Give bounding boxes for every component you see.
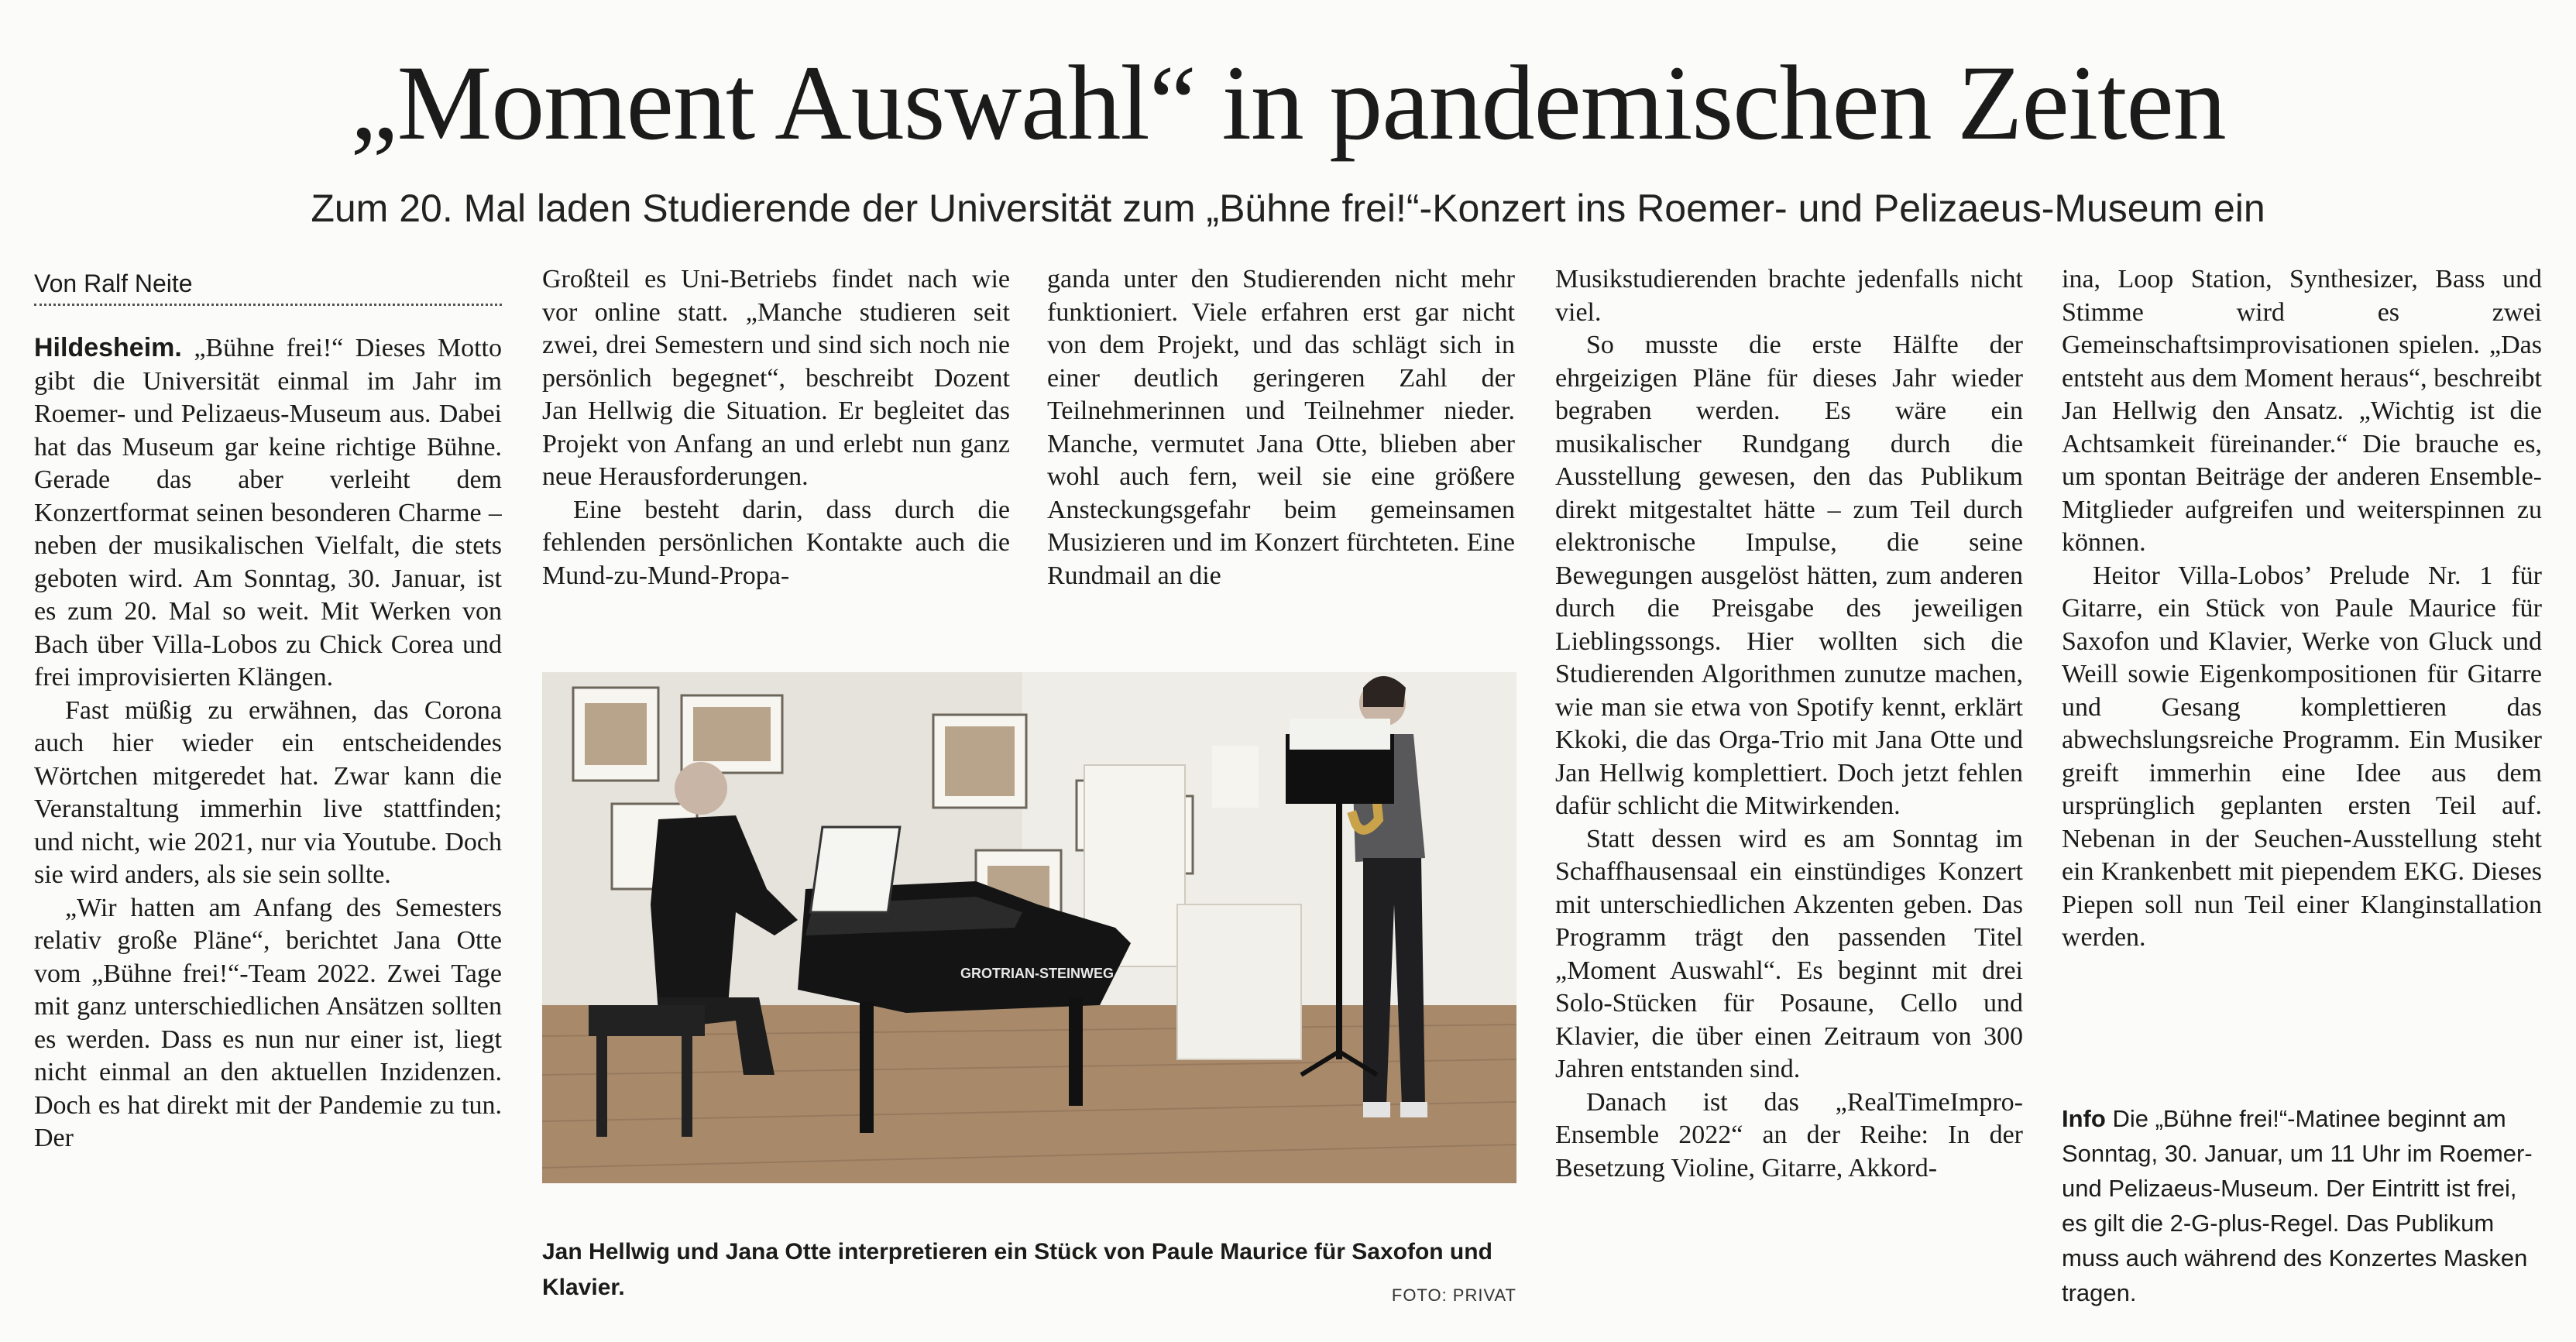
info-label: Info xyxy=(2062,1105,2106,1132)
photo-caption: Jan Hellwig und Jana Otte interpretieren ein Stück von Paule Maurice für Saxofon und Klavier. xyxy=(542,1239,1492,1300)
info-text: Die „Bühne frei!“-Matinee beginnt am Sonntag, 30. Januar, um 11 Uhr im Roemer- und Pelizaeus-Museum. Der Eintritt ist frei, es gilt die 2-G-plus-Regel. Das Publikum muss auch während des Konzertes Masken tragen. xyxy=(2062,1105,2533,1306)
paragraph: So musste die erste Hälfte der ehrgeizigen Pläne für dieses Jahr wieder begraben werden. Es wäre ein musikalischer Rundgang durch die Ausstellung gewesen, den das Publikum direkt mitgestaltet hätte – zum Teil durch elektronische Impulse, die seine Bewegungen ausgelöst hätten, zum anderen durch die Preisgabe des jeweiligen Lieblingssongs. Hier wollten sich die Studierenden Algorithmen zunutze machen, wie man sie etwa von Spotify kennt, erklärt Kkoki, die das Orga-Trio mit Jana Otte und Jan Hellwig komplettiert. Doch jetzt fehlen dafür schlicht die Mitwirkenden. xyxy=(1555,331,2023,820)
paragraph: Fast müßig zu erwähnen, das Corona auch hier wieder ein entscheidendes Wörtchen mitgeredet hat. Zwar kann die Veranstaltung immerhin live stattfinden; und nicht, wie 2021, nur via Youtube. Doch sie wird anders, als sie sein sollte. xyxy=(34,695,502,889)
article-column-2 xyxy=(542,263,1010,635)
paragraph: Heitor Villa-Lobos’ Prelude Nr. 1 für Gitarre, ein Stück von Paule Maurice für Saxofon und Klavier, Werke von Gluck und Weill sowie Eigenkompositionen für Gitarre und Gesang komplettieren das abwechslungsreiche Programm. Ein Musiker greift immerhin eine Idee aus dem ursprünglich geplanten ersten Teil auf. Nebenan in der Seuchen-Ausstellung steht ein Krankenbett mit piependem EKG. Dieses Piepen soll nun Teil einer Klanginstallation werden. xyxy=(2062,561,2542,952)
paragraph: ganda unter den Studierenden nicht mehr funktioniert. Viele erfahren erst gar nicht von dem Projekt, und das schlägt sich in einer deutlich geringeren Zahl der Teilnehmerinnen und Teilnehmer nieder. Manche, vermutet Jana Otte, blieben aber wohl auch fern, weil sie eine größere Ansteckungsgefahr beim gemeinsamen Musizieren und im Konzert fürchteten. Eine Rundmail an die xyxy=(1047,265,1515,590)
paragraph: Danach ist das „RealTimeImpro-Ensemble 2022“ an der Reihe: In der Besetzung Violine, Gitarre, Akkord- xyxy=(1555,1087,2023,1182)
photo-credit: FOTO: PRIVAT xyxy=(1391,1285,1516,1305)
headline: „Moment Auswahl“ in pandemischen Zeiten xyxy=(350,43,2226,162)
subheadline: Zum 20. Mal laden Studierende der Universität zum „Bühne frei!“-Konzert ins Roemer- und Pelizaeus-Museum ein xyxy=(311,187,2265,230)
dateline: Hildesheim. xyxy=(34,333,182,362)
article-photo xyxy=(542,672,1516,1183)
paragraph-text: „Bühne frei!“ Dieses Motto gibt die Universität einmal im Jahr im Roemer- und Pelizaeus-Museum aus. Dabei hat das Museum gar keine richtige Bühne. Gerade das aber verleiht dem Konzertformat seinen besonderen Charme – neben der musikalischen Vielfalt, die stets geboten wird. Am Sonntag, 30. Januar, ist es zum 20. Mal so weit. Mit Werken von Bach über Villa-Lobos zu Chick Corea und frei improvisierten Klängen. xyxy=(34,334,502,692)
byline: Von Ralf Neite xyxy=(34,266,502,306)
info-box xyxy=(2062,1101,2542,1310)
paragraph: Musikstudierenden brachte jedenfalls nicht viel. xyxy=(1555,265,2023,327)
paragraph: Eine besteht darin, dass durch die fehlenden persönlichen Kontakte auch die Mund-zu-Mund-Propa- xyxy=(542,495,1010,590)
article-column-5 xyxy=(2062,263,2542,1100)
article-column-4 xyxy=(1555,263,2023,1316)
paragraph xyxy=(34,331,502,695)
paragraph: Großteil es Uni-Betriebs findet nach wie vor online statt. „Manche studieren seit zwei, drei Semestern und sind sich noch nie persönlich begegnet“, beschreibt Dozent Jan Hellwig die Situation. Er begleitet das Projekt von Anfang an und erlebt nun ganz neue Herausforderungen. xyxy=(542,265,1010,491)
concert-photo-illustration xyxy=(542,672,1516,1183)
paragraph: „Wir hatten am Anfang des Semesters relativ große Pläne“, berichtet Jana Otte vom „Bühne frei!“-Team 2022. Zwei Tage mit ganz unterschiedlichen Ansätzen sollten es werden. Dass es nun nur einer ist, liegt nicht einmal an den aktuellen Inzidenzen. Doch es hat direkt mit der Pandemie zu tun. Der xyxy=(34,893,502,1152)
paragraph: ina, Loop Station, Synthesizer, Bass und Stimme wird es zwei Gemeinschaftsimprovisationen spielen. „Das entsteht aus dem Moment heraus“, beschreibt Jan Hellwig den Ansatz. „Wichtig ist die Achtsamkeit füreinander.“ Die brauche es, um spontan Beiträge der anderen Ensemble-Mitglieder aufgreifen und weiterspinnen zu können. xyxy=(2062,265,2542,557)
article-column-3 xyxy=(1047,263,1515,635)
article-column-1 xyxy=(34,331,502,1315)
piano-brand-text: GROTRIAN-STEINWEG xyxy=(960,966,1114,981)
paragraph: Statt dessen wird es am Sonntag im Schaffhausensaal ein einstündiges Konzert mit unterschiedlichen Akzenten geben. Das Programm trägt den passenden Titel „Moment Auswahl“. Es beginnt mit drei Solo-Stücken für Posaune, Cello und Klavier, die über einen Zeitraum von 300 Jahren entstanden sind. xyxy=(1555,824,2023,1083)
